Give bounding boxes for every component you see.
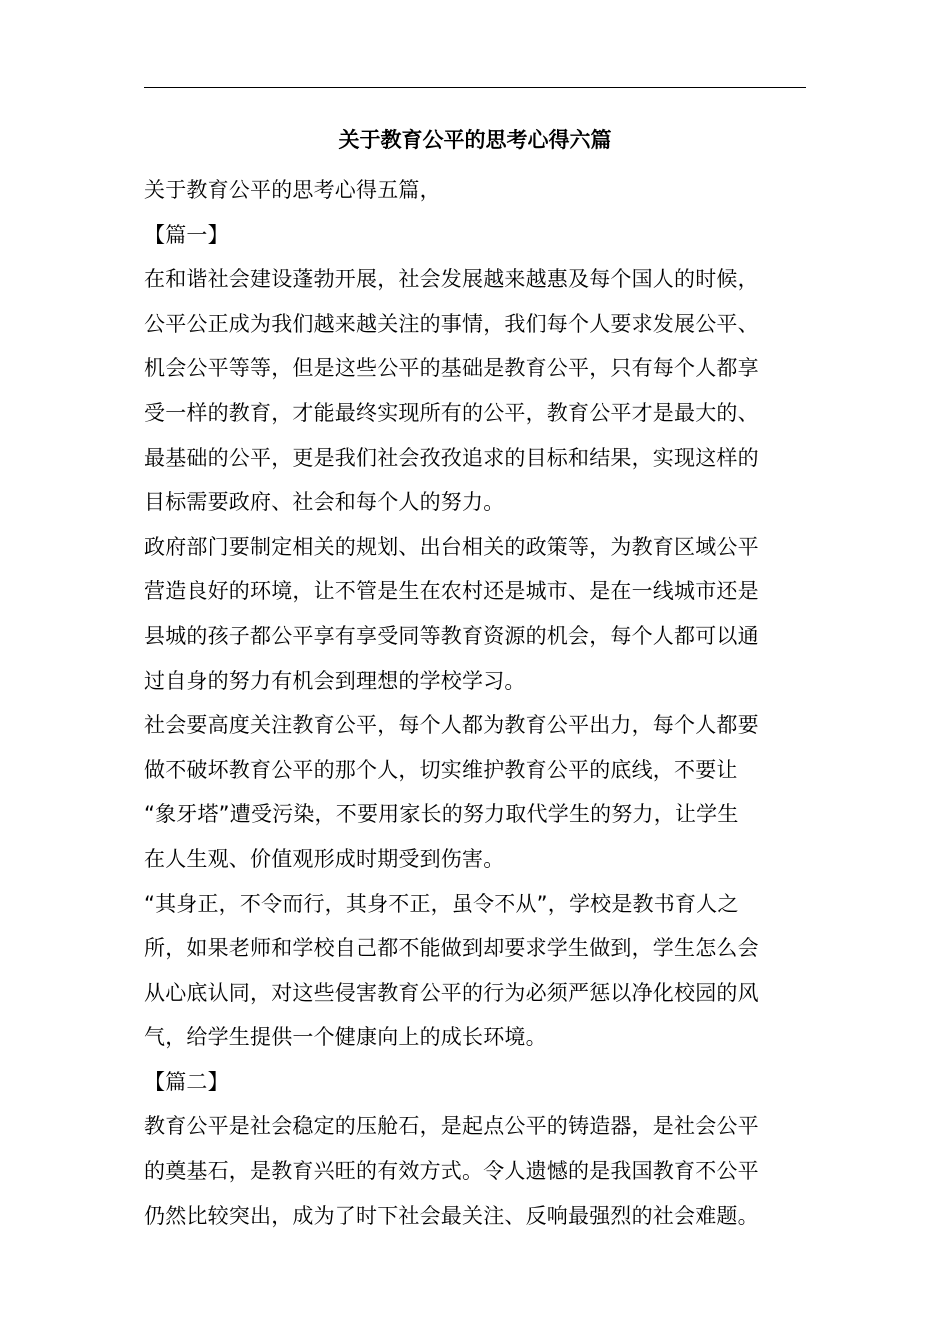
document-title: 关于教育公平的思考心得六篇 (338, 128, 612, 152)
text-line: 在人生观、价值观形成时期受到伤害。 (144, 846, 505, 871)
text-line: 政府部门要制定相关的规划、出台相关的政策等，为教育区域公平 (144, 534, 759, 559)
text-line: 教育公平是社会稳定的压舱石，是起点公平的铸造器，是社会公平 (144, 1114, 759, 1139)
text-line: 营造良好的环境，让不管是生在农村还是城市、是在一线城市还是 (144, 579, 759, 604)
text-line: 社会要高度关注教育公平，每个人都为教育公平出力，每个人都要 (144, 713, 759, 738)
text-line: 公平公正成为我们越来越关注的事情，我们每个人要求发展公平、 (144, 311, 759, 336)
text-line: 受一样的教育，才能最终实现所有的公平，教育公平才是最大的、 (144, 400, 759, 425)
text-line: 过自身的努力有机会到理想的学校学习。 (144, 668, 526, 693)
text-line: 最基础的公平，更是我们社会孜孜追求的目标和结果，实现这样的 (144, 445, 759, 470)
header-rule (144, 87, 806, 88)
text-line: 仍然比较突出，成为了时下社会最关注、反响最强烈的社会难题。 (144, 1203, 759, 1228)
text-line: 在和谐社会建设蓬勃开展，社会发展越来越惠及每个国人的时候， (144, 267, 759, 292)
text-line: 做不破坏教育公平的那个人，切实维护教育公平的底线，不要让 (144, 757, 738, 782)
text-line: 的奠基石，是教育兴旺的有效方式。令人遗憾的是我国教育不公平 (144, 1159, 759, 1184)
text-line: 县城的孩子都公平享有享受同等教育资源的机会，每个人都可以通 (144, 623, 759, 648)
text-line: 气，给学生提供一个健康向上的成长环境。 (144, 1025, 547, 1050)
text-line: 【篇一】 (144, 222, 229, 247)
text-line: 从心底认同，对这些侵害教育公平的行为必须严惩以净化校园的风 (144, 980, 759, 1005)
text-line: 关于教育公平的思考心得五篇， (144, 178, 441, 202)
text-line: 机会公平等等，但是这些公平的基础是教育公平，只有每个人都享 (144, 356, 759, 381)
text-line: 目标需要政府、社会和每个人的努力。 (144, 490, 505, 515)
text-line: 所，如果老师和学校自己都不能做到却要求学生做到，学生怎么会 (144, 936, 759, 961)
text-line: 【篇二】 (144, 1069, 229, 1094)
text-line: “象牙塔”遭受污染，不要用家长的努力取代学生的努力，让学生 (144, 802, 739, 827)
document-body (144, 168, 806, 1238)
text-line: “其身正，不令而行，其身不正，虽令不从”，学校是教书育人之 (144, 891, 739, 916)
